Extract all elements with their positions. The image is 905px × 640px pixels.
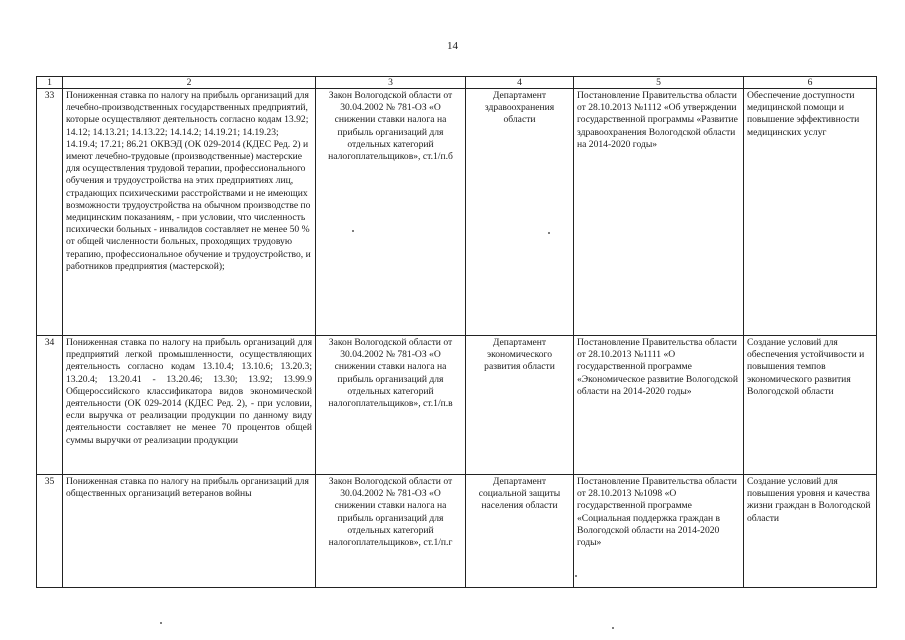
page-number: 14 bbox=[447, 40, 458, 52]
legal-basis: Закон Вологодской области от 30.04.2002 № 781-ОЗ «О снижении ставки налога на прибыль организаций для отдельных категорий налогоплательщиков», ст.1/п.б bbox=[316, 89, 466, 336]
row-number: 35 bbox=[37, 475, 63, 588]
table-header-row bbox=[37, 77, 877, 89]
scan-speck bbox=[548, 232, 550, 234]
legal-basis: Закон Вологодской области от 30.04.2002 № 781-ОЗ «О снижении ставки налога на прибыль организаций для отдельных категорий налогоплательщиков», ст.1/п.г bbox=[316, 475, 466, 588]
scan-speck bbox=[160, 622, 162, 624]
table-row bbox=[37, 89, 877, 336]
program-goal: Создание условий для обеспечения устойчивости и повышения темпов экономического развития Вологодской области bbox=[744, 336, 877, 475]
legal-basis: Закон Вологодской области от 30.04.2002 № 781-ОЗ «О снижении ставки налога на прибыль организаций для отдельных категорий налогоплательщиков», ст.1/п.в bbox=[316, 336, 466, 475]
benefit-description: Пониженная ставка по налогу на прибыль организаций для предприятий легкой промышленности, осуществляющих деятельность согласно кодам 13.10.4; 13.10.6; 13.20.3; 13.20.4; 13.20.41 - 13.20.46; 13.30; 13.92; 13.99.9 Общероссийского классификатора видов экономической деятельности (ОК 029-2014 (КДЕС Ред. 2), - при условии, если выручка от реализации продукции по данному виду деятельности составляет не менее 70 процентов общей суммы выручки от реализации продукции bbox=[63, 336, 316, 475]
table-row bbox=[37, 475, 877, 588]
program-goal: Создание условий для повышения уровня и качества жизни граждан в Вологодской области bbox=[744, 475, 877, 588]
scan-speck bbox=[352, 230, 354, 232]
column-header: 3 bbox=[316, 77, 466, 89]
responsible-department: Департамент экономического развития области bbox=[466, 336, 574, 475]
state-program: Постановление Правительства области от 28.10.2013 №1112 «Об утверждении государственной программы «Развитие здравоохранения Вологодской области на 2014-2020 годы» bbox=[574, 89, 744, 336]
column-header: 4 bbox=[466, 77, 574, 89]
state-program: Постановление Правительства области от 28.10.2013 №1111 «О государственной программе «Экономическое развитие Вологодской области на 2014-2020 годы» bbox=[574, 336, 744, 475]
table-row bbox=[37, 336, 877, 475]
column-header: 5 bbox=[574, 77, 744, 89]
row-number: 34 bbox=[37, 336, 63, 475]
scan-speck bbox=[612, 627, 614, 629]
program-goal: Обеспечение доступности медицинской помощи и повышение эффективности медицинских услуг bbox=[744, 89, 877, 336]
row-number: 33 bbox=[37, 89, 63, 336]
benefits-table bbox=[36, 76, 877, 588]
column-header: 6 bbox=[744, 77, 877, 89]
column-header: 1 bbox=[37, 77, 63, 89]
scan-speck bbox=[575, 575, 577, 577]
responsible-department: Департамент здравоохранения области bbox=[466, 89, 574, 336]
benefit-description: Пониженная ставка по налогу на прибыль организаций для общественных организаций ветеранов войны bbox=[63, 475, 316, 588]
column-header: 2 bbox=[63, 77, 316, 89]
state-program: Постановление Правительства области от 28.10.2013 №1098 «О государственной программе «Социальная поддержка граждан в Вологодской области на 2014-2020 годы» bbox=[574, 475, 744, 588]
benefit-description: Пониженная ставка по налогу на прибыль организаций для лечебно-производственных государственных предприятий, которые осуществляют деятельность согласно кодам 13.92; 14.12; 14.13.21; 14.13.22; 14.14.2; 14.19.21; 14.19.23; 14.19.4; 17.21; 86.21 ОКВЭД (ОК 029-2014 (КДЕС Ред. 2) и имеют лечебно-трудовые (производственные) мастерские для осуществления трудовой терапии, профессионального обучения и трудоустройства на этих предприятиях лиц, страдающих психическими расстройствами и не имеющих возможности трудоустройства на обычном производстве по медицинским показаниям, - при условии, что численность психически больных - инвалидов составляет не менее 50 % от общей численности больных, проходящих трудовую терапию, профессиональное обучение и трудоустройство, и работников предприятия (мастерской); bbox=[63, 89, 316, 336]
responsible-department: Департамент социальной защиты населения области bbox=[466, 475, 574, 588]
